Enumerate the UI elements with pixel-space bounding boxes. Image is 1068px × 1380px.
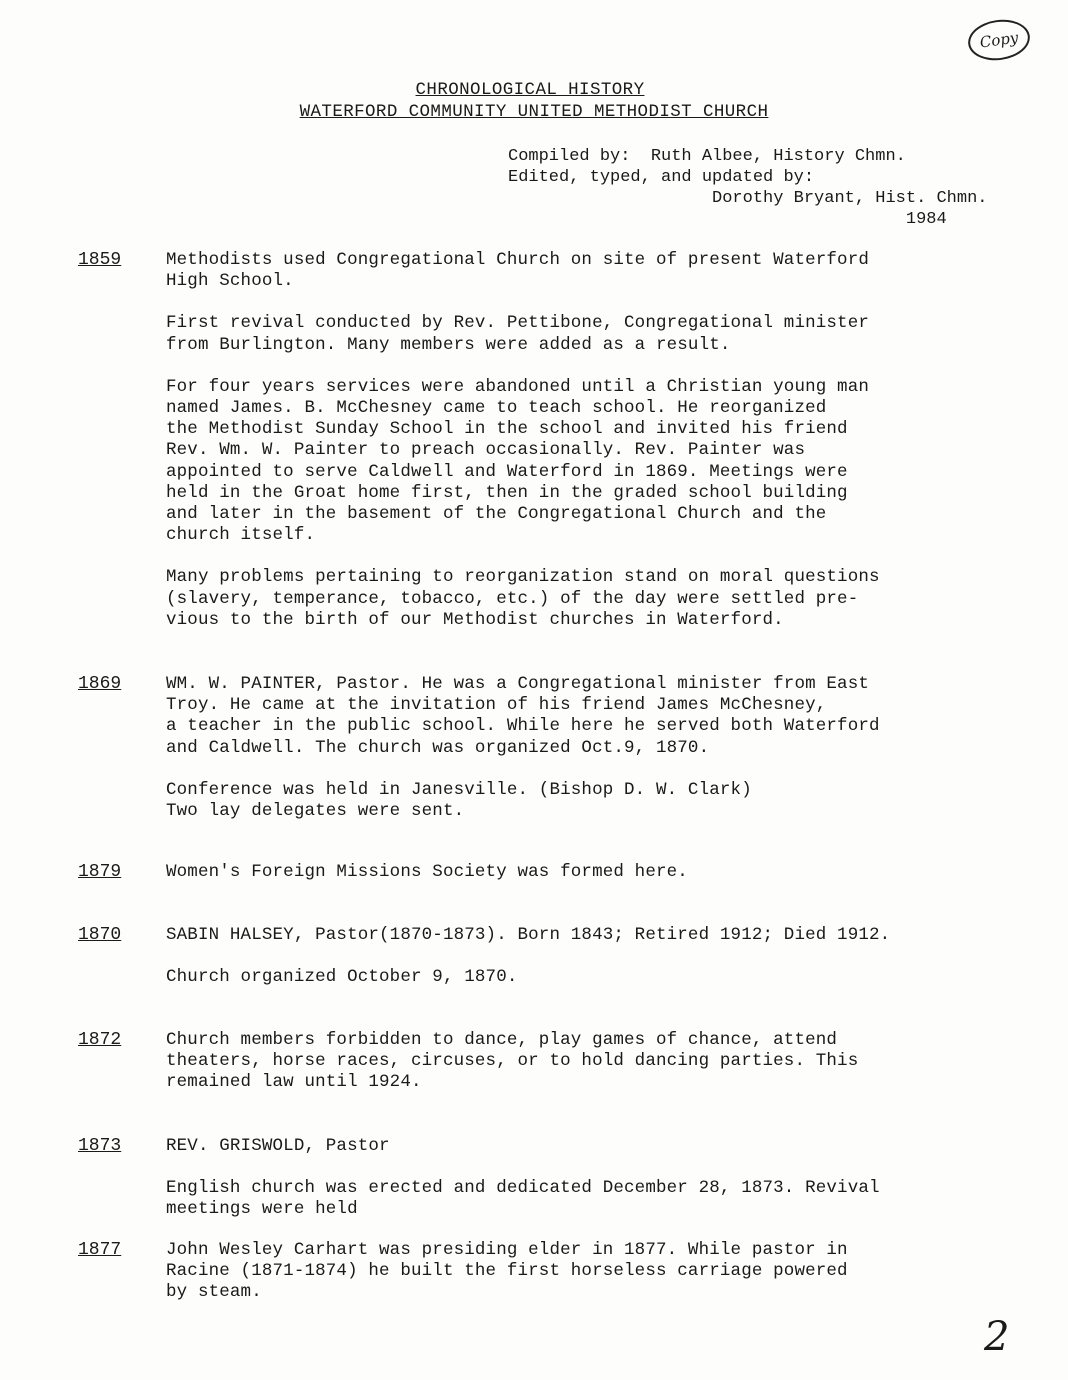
compiled-by-block (508, 146, 987, 230)
entry-paragraph: Church organized October 9, 1870. (166, 967, 518, 988)
entry-paragraph: WM. W. PAINTER, Pastor. He was a Congregational minister from East Troy. He came at the invitation of his friend James McChesney, a teacher in the public school. While here he served both Waterford and Caldwell. The church was organized Oct.9, 1870. (166, 674, 880, 758)
entry-year: 1859 (78, 250, 122, 270)
entry-year: 1877 (78, 1240, 122, 1260)
document-title: CHRONOLOGICAL HISTORY (415, 80, 645, 100)
entry-paragraph: Conference was held in Janesville. (Bishop D. W. Clark) Two lay delegates were sent. (166, 779, 752, 822)
entry-body (166, 1136, 1046, 1242)
entry-body (166, 674, 1046, 843)
entry-paragraph: For four years services were abandoned until a Christian young man named James. B. McChesney came to teach school. He reorganized the Methodist Sunday School in the school and invited his friend Rev. Wm. W. Painter to preach occasionally. Rev. Painter was appointed to serve Caldwell and Waterford in 1869. Meetings were held in the Groat home first, then in the graded school building and later in the basement of the Congregational Church and the church itself. (166, 376, 870, 546)
entry-paragraph: First revival conducted by Rev. Pettibone, Congregational minister from Burlington. Many members were added as a result. (166, 313, 870, 355)
compiled-by-line: Compiled by: Ruth Albee, History Chmn. (508, 147, 906, 166)
entry-body (166, 250, 1046, 652)
edited-by-line: Edited, typed, and updated by: (508, 168, 815, 187)
entry-body (166, 1030, 1046, 1115)
entry-body (166, 1240, 1046, 1325)
page-number: 2 (984, 1314, 1010, 1360)
document-subtitle: WATERFORD COMMUNITY UNITED METHODIST CHURCH (299, 102, 769, 122)
entry-paragraph: John Wesley Carhart was presiding elder in 1877. While pastor in Racine (1871-1874) he built the first horseless carriage powered by steam. (166, 1240, 848, 1303)
entry-year: 1872 (78, 1030, 122, 1050)
entry-paragraph: Many problems pertaining to reorganization stand on moral questions (slavery, temperance, tobacco, etc.) of the day were settled pre- vious to the birth of our Methodist churches in Waterford. (166, 567, 880, 630)
entry-body (166, 925, 1046, 1009)
entry-paragraph: English church was erected and dedicated December 28, 1873. Revival meetings were held (166, 1178, 880, 1220)
copy-stamp: Copy (966, 16, 1033, 64)
entry-paragraph: REV. GRISWOLD, Pastor (166, 1136, 390, 1156)
entry-year: 1869 (78, 674, 122, 694)
entry-year: 1870 (78, 925, 122, 945)
entry-year: 1879 (78, 862, 122, 882)
compiled-year-line: 1984 (508, 210, 947, 229)
entry-paragraph: Methodists used Congregational Church on site of present Waterford High School. (166, 250, 870, 292)
entry-paragraph: Women's Foreign Missions Society was formed here. (166, 862, 688, 882)
entry-body (166, 862, 1046, 904)
entry-paragraph: Church members forbidden to dance, play games of chance, attend theaters, horse races, circuses, or to hold dancing parties. This remained law until 1924. (166, 1030, 859, 1093)
editor-name-line: Dorothy Bryant, Hist. Chmn. (508, 189, 988, 208)
entry-year: 1873 (78, 1136, 122, 1156)
entry-paragraph: SABIN HALSEY, Pastor(1870-1873). Born 1843; Retired 1912; Died 1912. (166, 925, 891, 945)
